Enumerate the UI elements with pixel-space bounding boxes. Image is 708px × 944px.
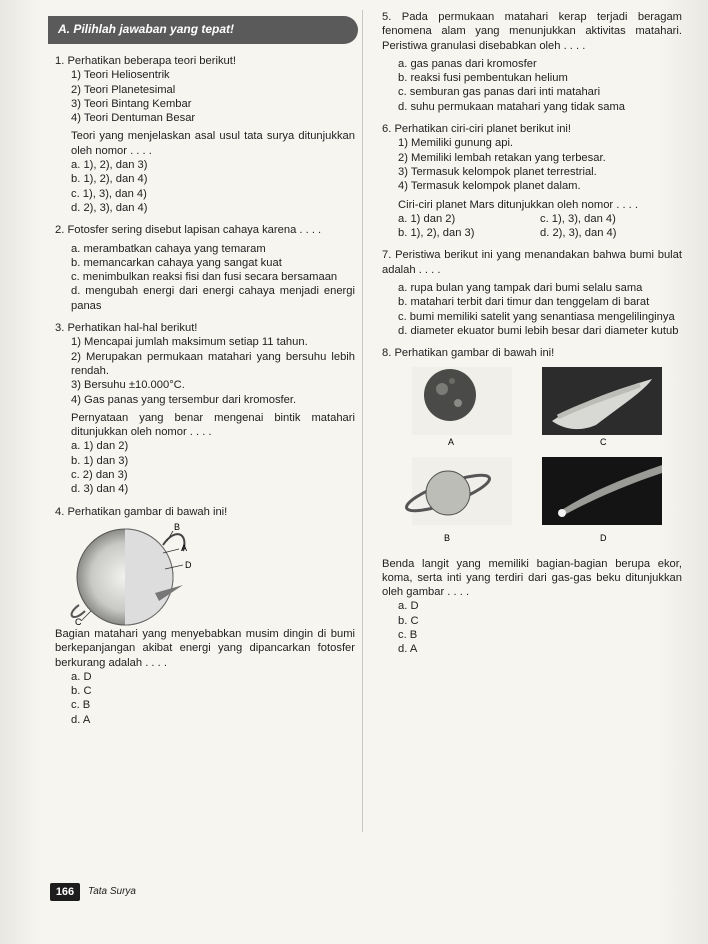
question-3-stem: 3. Perhatikan hal-hal berikut! — [55, 322, 198, 335]
answer-option[interactable]: a. 1) dan 2) — [398, 212, 456, 225]
celestial-objects-figure — [382, 361, 682, 557]
answer-option[interactable]: c. 1), 3), dan 4) — [540, 212, 616, 225]
question-4-prompt: Bagian matahari yang menyebabkan musim dingin di bumi berkepanjangan akibat energi yang dipancarkan fotosfer berkurang adalah . . . . — [55, 627, 355, 669]
column-divider — [362, 10, 363, 832]
question-2 — [55, 223, 355, 313]
moon-crater — [454, 399, 462, 407]
question-2-stem: 2. Fotosfer sering disebut lapisan cahaya karena . . . . — [55, 224, 322, 237]
left-column — [55, 52, 355, 727]
answer-option[interactable]: b. reaksi fusi pembentukan helium — [398, 72, 568, 85]
statement-item: 4) Gas panas yang tersembur dari kromosfer. — [71, 393, 297, 406]
statement-item: 4) Termasuk kelompok planet dalam. — [398, 180, 581, 193]
corona-swirl — [72, 605, 85, 617]
question-8 — [382, 346, 682, 656]
question-5 — [382, 10, 682, 114]
fig-label-d: D — [185, 559, 192, 570]
fig-label-d: D — [600, 532, 607, 543]
answer-option[interactable]: a. 1), 2), dan 3) — [71, 159, 148, 172]
fig-label-a: A — [181, 542, 188, 553]
statement-item: 1) Teori Heliosentrik — [71, 69, 170, 82]
question-7 — [382, 248, 682, 338]
moon-crater — [436, 383, 448, 395]
statement-item: 3) Termasuk kelompok planet terrestrial. — [398, 165, 597, 178]
fig-label-c: C — [75, 616, 82, 627]
answer-option[interactable]: c. 2) dan 3) — [71, 469, 128, 482]
answer-option[interactable]: c. semburan gas panas dari inti matahari — [398, 86, 601, 99]
statement-item: 3) Bersuhu ±10.000°C. — [71, 379, 185, 392]
question-8-prompt: Benda langit yang memiliki bagian-bagian berupa ekor, koma, serta inti yang terdiri dari gas-gas beku ditunjukkan oleh gambar . . . . — [382, 557, 682, 599]
statement-item: 2) Memiliki lembah retakan yang terbesar. — [398, 151, 606, 164]
fig-label-a: A — [448, 436, 455, 447]
question-6-stem: 6. Perhatikan ciri-ciri planet berikut ini! — [382, 123, 572, 136]
answer-option[interactable]: d. A — [398, 643, 418, 656]
answer-option[interactable]: a. rupa bulan yang tampak dari bumi selalu sama — [398, 282, 643, 295]
sun-cross-section-figure — [55, 519, 255, 627]
fig-label-b: B — [444, 532, 451, 543]
moon-image — [424, 369, 476, 421]
celestial-objects-grid — [382, 361, 682, 557]
question-1 — [55, 54, 355, 215]
right-column — [382, 10, 682, 657]
answer-option[interactable]: d. 3) dan 4) — [71, 483, 129, 496]
answer-option[interactable]: c. B — [398, 629, 418, 642]
answer-option[interactable]: b. C — [398, 614, 419, 627]
answer-option[interactable]: a. merambatkan cahaya yang temaram — [71, 242, 266, 255]
answer-option[interactable]: b. matahari terbit dari timur dan tenggelam di barat — [398, 296, 650, 309]
statement-item: 1) Mencapai jumlah maksimum setiap 11 tahun. — [71, 336, 308, 349]
saturn-body — [426, 471, 470, 515]
statement-item: 2) Merupakan permukaan matahari yang bersuhu lebih rendah. — [71, 350, 355, 377]
answer-option[interactable]: d. 2), 3), dan 4) — [540, 227, 617, 240]
question-4-stem: 4. Perhatikan gambar di bawah ini! — [55, 505, 228, 518]
statement-item: 1) Memiliki gunung api. — [398, 137, 514, 150]
answer-option[interactable]: d. diameter ekuator bumi lebih besar dari diameter kutub — [398, 324, 679, 337]
fig-label-c: C — [600, 436, 607, 447]
section-banner — [48, 16, 358, 44]
statement-item: 4) Teori Dentuman Besar — [71, 112, 196, 125]
statement-item: 2) Teori Planetesimal — [71, 83, 176, 96]
sun-diagram — [55, 519, 355, 627]
question-3-prompt: Pernyataan yang benar mengenai bintik matahari ditunjukkan oleh nomor . . . . — [71, 411, 355, 439]
answer-option[interactable]: d. 2), 3), dan 4) — [71, 201, 148, 214]
answer-option[interactable]: a. D — [71, 670, 92, 683]
answer-option[interactable]: a. D — [398, 600, 419, 613]
answer-option[interactable]: b. 1), 2), dan 3) — [398, 227, 475, 240]
fig-label-b: B — [174, 521, 181, 532]
answer-option[interactable]: c. B — [71, 699, 91, 712]
answer-option[interactable]: b. 1) dan 3) — [71, 454, 129, 467]
question-6 — [382, 122, 682, 240]
question-1-items — [55, 68, 355, 125]
question-8-stem: 8. Perhatikan gambar di bawah ini! — [382, 347, 555, 360]
page-number: 166 — [50, 883, 80, 901]
answer-option[interactable]: c. bumi memiliki satelit yang senantiasa mengelilinginya — [398, 310, 675, 323]
question-5-stem: 5. Pada permukaan matahari kerap terjadi beragam fenomena alam yang menunjukkan aktivitas matahari. Peristiwa granulasi disebabkan oleh . . . . — [382, 11, 682, 52]
comet-nucleus — [558, 509, 566, 517]
sun-layer-cutaway — [125, 529, 173, 625]
answer-option[interactable]: a. 1) dan 2) — [71, 440, 129, 453]
answer-option[interactable]: d. suhu permukaan matahari yang tidak sama — [398, 100, 625, 113]
question-4 — [55, 505, 355, 727]
question-1-prompt: Teori yang menjelaskan asal usul tata surya ditunjukkan oleh nomor . . . . — [71, 130, 355, 157]
answer-option[interactable]: a. gas panas dari kromosfer — [398, 57, 537, 70]
answer-option[interactable]: c. 1), 3), dan 4) — [71, 187, 147, 200]
answer-option[interactable]: b. memancarkan cahaya yang sangat kuat — [71, 256, 282, 269]
answer-option[interactable]: d. mengubah energi dari energi cahaya menjadi energi panas — [71, 285, 355, 312]
statement-item: 3) Teori Bintang Kembar — [71, 97, 192, 110]
question-7-stem: 7. Peristiwa berikut ini yang menandakan bahwa bumi bulat adalah . . . . — [382, 249, 682, 276]
answer-option[interactable]: b. 1), 2), dan 4) — [71, 173, 148, 186]
answer-option[interactable]: b. C — [71, 685, 92, 698]
question-3 — [55, 321, 355, 497]
answer-option[interactable]: c. menimbulkan reaksi fisi dan fusi secara bersamaan — [71, 271, 338, 284]
moon-crater — [449, 378, 455, 384]
question-1-stem: 1. Perhatikan beberapa teori berikut! — [55, 55, 236, 67]
book-title: Tata Surya — [88, 886, 136, 897]
section-title: A. Pilihlah jawaban yang tepat! — [58, 22, 235, 36]
answer-option[interactable]: d. A — [71, 713, 91, 726]
question-6-prompt: Ciri-ciri planet Mars ditunjukkan oleh nomor . . . . — [398, 198, 639, 211]
